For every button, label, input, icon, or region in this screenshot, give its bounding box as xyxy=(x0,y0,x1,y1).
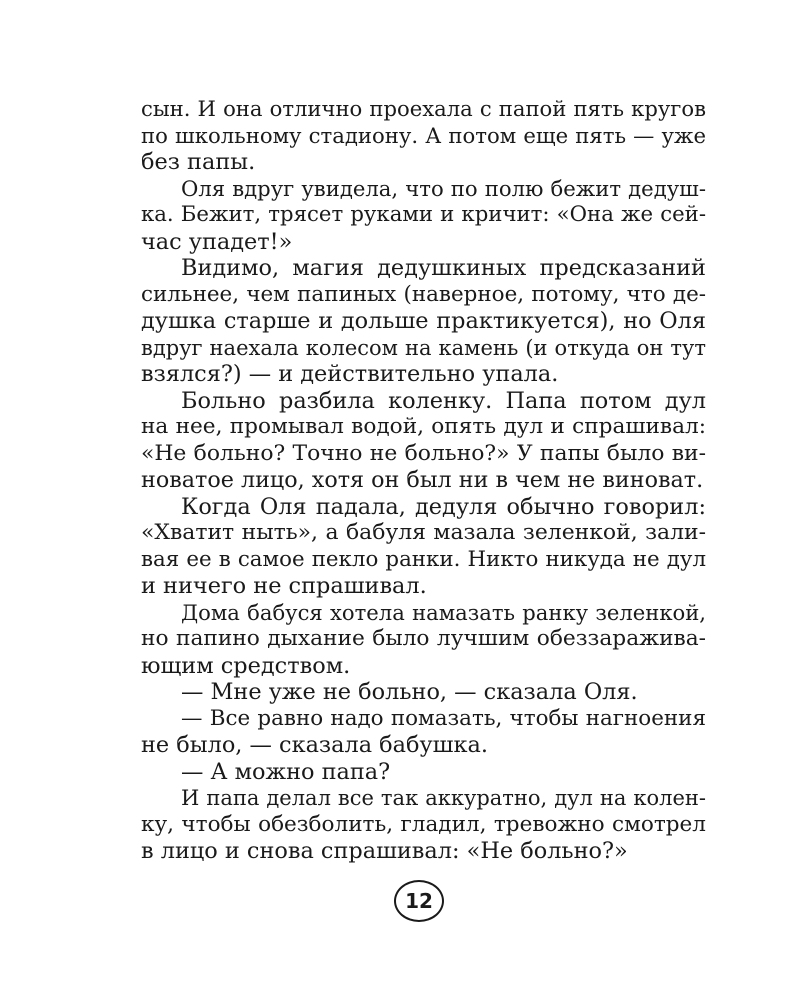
text-line: на нее, промывал водой, опять дул и спрашивал: xyxy=(141,414,706,439)
text-line: — А можно папа? xyxy=(181,758,391,785)
text-line: Видимо, магия дедушкиных предсказаний xyxy=(181,255,706,281)
text-line: не было, — сказала бабушка. xyxy=(141,732,488,758)
text-line: но папино дыхание было лучшим обеззаражива- xyxy=(141,626,706,651)
text-line: душка старше и дольше практикуется), но Оля xyxy=(141,308,706,334)
text-line: Дома бабуся хотела намазать ранку зеленкой, xyxy=(181,599,706,625)
text-line: взялся?) — и действительно упала. xyxy=(141,361,559,387)
text-line: — Мне уже не больно, — сказала Оля. xyxy=(181,679,638,705)
text-line: ка. Бежит, трясет руками и кричит: «Она же сей- xyxy=(141,202,706,227)
page-number: 12 xyxy=(394,880,444,922)
text-line: ку, чтобы обезболить, гладил, тревожно смотрел xyxy=(141,811,706,837)
text-line: Больно разбила коленку. Папа потом дул xyxy=(181,387,706,414)
text-body xyxy=(141,96,706,865)
text-line: новатое лицо, хотя он был ни в чем не виноват. xyxy=(141,467,704,493)
text-line: вая ее в самое пекло ранки. Никто никуда не дул xyxy=(141,546,706,572)
text-line: — Все равно надо помазать, чтобы нагноения xyxy=(181,705,706,731)
text-line: вдруг наехала колесом на камень (и откуда он тут xyxy=(141,335,706,360)
text-line: ющим средством. xyxy=(141,652,351,679)
text-line: Когда Оля падала, дедуля обычно говорил: xyxy=(181,493,706,520)
text-line: сын. И она отлично проехала с папой пять кругов xyxy=(141,96,706,121)
text-line: и ничего не спрашивал. xyxy=(141,573,427,599)
text-line: сильнее, чем папиных (наверное, потому, что де- xyxy=(141,281,706,307)
text-line: «Не больно? Точно не больно?» У папы было ви- xyxy=(141,440,706,466)
text-line: Оля вдруг увидела, что по полю бежит дедуш- xyxy=(181,175,706,201)
text-line: «Хватит ныть», а бабуля мазала зеленкой, зали- xyxy=(141,520,706,545)
text-line: И папа делал все так аккуратно, дул на колен- xyxy=(181,786,706,810)
text-line: в лицо и снова спрашивал: «Не больно?» xyxy=(141,838,628,864)
text-line: час упадет!» xyxy=(141,228,293,255)
text-line: по школьному стадиону. А потом еще пять — уже xyxy=(141,122,706,148)
text-line: без папы. xyxy=(141,149,256,175)
